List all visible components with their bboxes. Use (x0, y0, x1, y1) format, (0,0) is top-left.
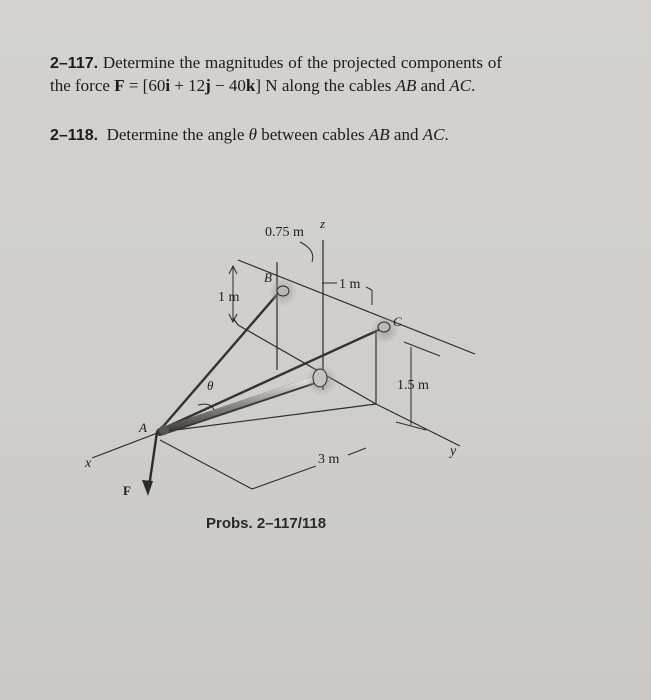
problem-text: Determine the angle θ between cables AB and AC. (106, 125, 449, 144)
dim-label-3m: 3 m (318, 452, 340, 467)
problem-number: 2–118. (50, 127, 99, 144)
force-label-f: F (123, 483, 131, 498)
attachment-c-icon (378, 322, 390, 332)
problem-number: 2–117. (50, 55, 99, 72)
point-a-joint (159, 425, 169, 435)
axis-label-y: y (450, 444, 457, 459)
axis-label-x: x (85, 456, 92, 471)
dim-label-15m: 1.5 m (397, 378, 429, 393)
dim-label-1m-left: 1 m (218, 290, 240, 305)
dim-15-top (404, 342, 440, 356)
cables (160, 290, 383, 430)
point-label-b: B (264, 270, 272, 285)
cable-ac (160, 328, 383, 430)
dim-3m-line (252, 466, 316, 489)
problem-text: Determine the magnitudes of the projected components of the force F = [60i + 12j − 40k] N along the cables AB and AC. (50, 53, 502, 95)
angle-label-theta: θ (207, 378, 214, 393)
dim-label-075m: 0.75 m (265, 225, 304, 240)
figure-caption: Probs. 2–117/118 (206, 515, 327, 532)
point-label-c: C (393, 314, 402, 329)
point-label-a: A (139, 420, 147, 435)
attachment-b-icon (277, 286, 289, 296)
wall-bracket-icon (313, 369, 327, 387)
dim-075-leader (300, 242, 313, 262)
rod (160, 378, 318, 431)
axis-label-z: z (320, 216, 326, 231)
dim-1m-right-line (366, 287, 372, 290)
y-axis-line (376, 404, 460, 446)
ground-line-back (238, 325, 376, 404)
dim-3m-extension (160, 440, 252, 489)
x-axis-line (92, 432, 160, 458)
frame-lines (92, 240, 475, 458)
dim-label-1m-right: 1 m (339, 277, 361, 292)
force-f-arrow (142, 432, 157, 496)
dim-3m-line (348, 448, 366, 455)
